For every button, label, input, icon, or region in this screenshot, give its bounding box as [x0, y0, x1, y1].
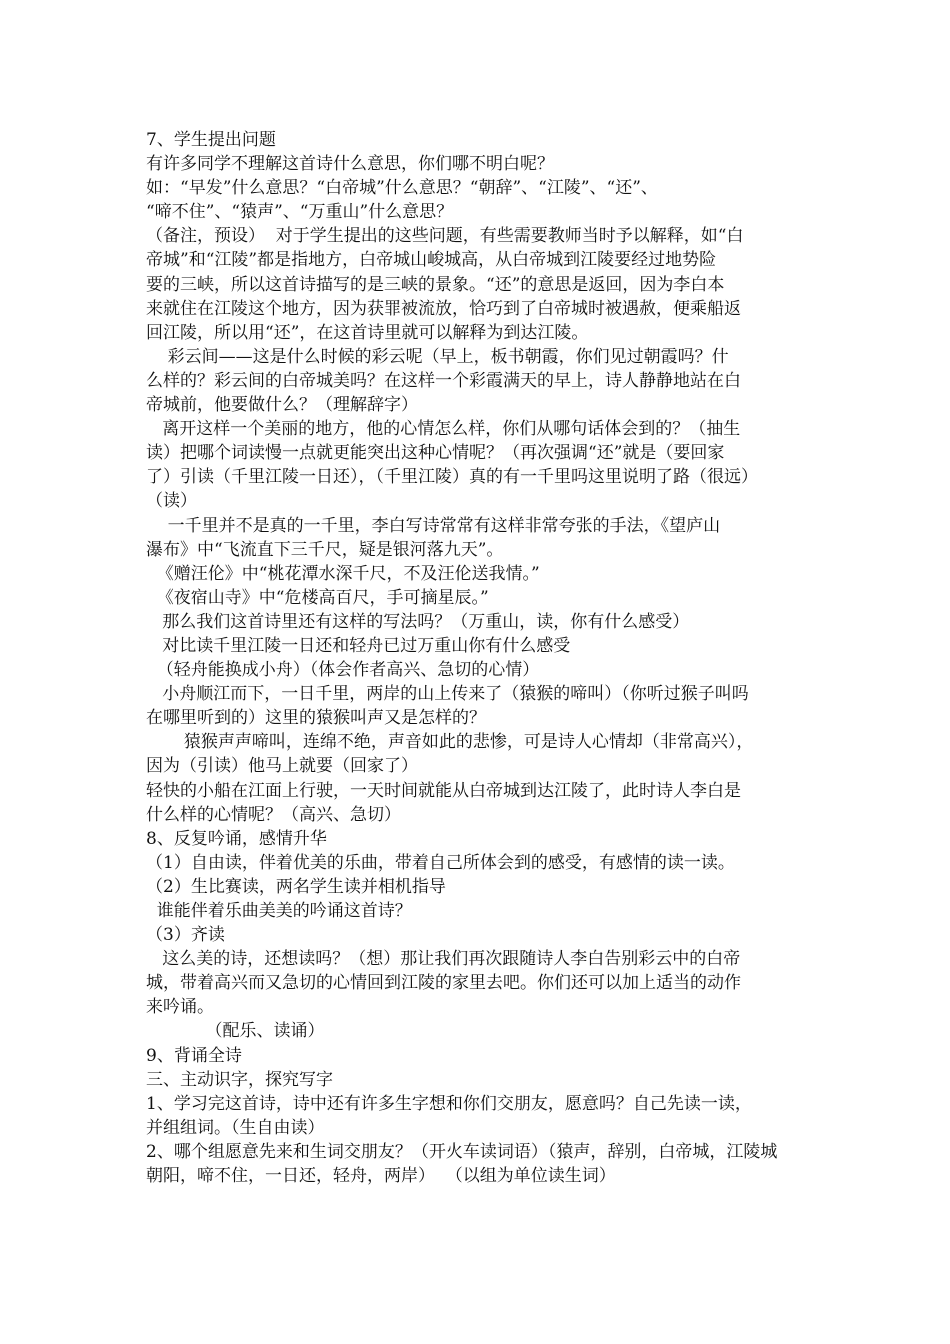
text-line: （读）	[146, 491, 197, 512]
text-line: 7、学生提出问题	[146, 130, 276, 150]
text-line: （配乐、读诵）	[146, 1021, 325, 1042]
text-line: “啼不住”、“猿声”、“万重山”什么意思？	[146, 202, 454, 223]
text-line: 读）把哪个词读慢一点就更能突出这种心情呢？（再次强调“还”就是（要回家	[146, 443, 725, 464]
text-line: 什么样的心情呢？（高兴、急切）	[146, 804, 401, 825]
text-line: 了）引读（千里江陵一日还），（千里江陵）真的有一千里吗这里说明了路（很远）	[146, 467, 758, 488]
text-line: 小舟顺江而下，一日千里，两岸的山上传来了（猿猴的啼叫）（你听过猴子叫吗	[146, 684, 749, 705]
text-line: 猿猴声声啼叫，连绵不绝，声音如此的悲惨，可是诗人心情却（非常高兴），	[146, 732, 754, 753]
text-line: 《夜宿山寺》中“危楼高百尺，手可摘星辰。”	[146, 587, 489, 608]
text-line: （3）齐读	[146, 925, 225, 946]
text-line: （备注，预设） 对于学生提出的这些问题，有些需要教师当时予以解释，如“白	[146, 226, 744, 247]
text-line: 彩云间——这是什么时候的彩云呢（早上，板书朝霞，你们见过朝霞吗？什	[146, 346, 729, 367]
text-line: 一千里并不是真的一千里，李白写诗常常有这样非常夸张的手法，《望庐山	[146, 515, 721, 536]
text-line: （1）自由读，伴着优美的乐曲，带着自己所体会到的感受，有感情的读一读。	[146, 852, 735, 873]
document-body	[146, 128, 816, 1188]
text-line: 并组组词。（生自由读）	[146, 1117, 325, 1138]
text-line: 《赠汪伦》中“桃花潭水深千尺，不及汪伦送我情。”	[146, 563, 540, 584]
text-line: （轻舟能换成小舟）（体会作者高兴、急切的心情）	[146, 660, 540, 681]
text-line: 对比读千里江陵一日还和轻舟已过万重山你有什么感受	[146, 635, 571, 656]
text-line: 那么我们这首诗里还有这样的写法吗？（万重山，读，你有什么感受）	[146, 611, 690, 632]
text-line: 离开这样一个美丽的地方，他的心情怎么样，你们从哪句话体会到的？（抽生	[146, 419, 741, 440]
text-line: 2、哪个组愿意先来和生词交朋友？（开火车读词语）（猿声，辞别，白帝城，江陵城	[146, 1141, 778, 1162]
text-line: 9、背诵全诗	[146, 1045, 242, 1066]
text-line: 因为（引读）他马上就要（回家了）	[146, 756, 418, 777]
text-line: 如：“早发”什么意思？“白帝城”什么意思？“朝辞”、“江陵”、“还”、	[146, 178, 658, 199]
text-line: 帝城前，他要做什么？（理解辞字）	[146, 395, 418, 416]
text-line: 有许多同学不理解这首诗什么意思，你们哪不明白呢？	[146, 154, 554, 175]
text-line: 朝阳，啼不住，一日还，轻舟，两岸） （以组为单位读生词）	[146, 1166, 616, 1187]
text-line: 来吟诵。	[146, 997, 214, 1018]
text-line: 帝城”和“江陵”都是指地方，白帝城山峻城高，从白帝城到江陵要经过地势险	[146, 250, 717, 271]
text-line: 轻快的小船在江面上行驶，一天时间就能从白帝城到达江陵了，此时诗人李白是	[146, 780, 741, 801]
text-line: 城，带着高兴而又急切的心情回到江陵的家里去吧。你们还可以加上适当的动作	[146, 973, 741, 994]
text-line: 三、主动识字，探究写字	[146, 1069, 333, 1090]
text-line: 瀑布》中“飞流直下三千尺，疑是银河落九天”。	[146, 539, 504, 560]
text-line: 在哪里听到的）这里的猿猴叫声又是怎样的？	[146, 708, 486, 729]
text-line: 谁能伴着乐曲美美的吟诵这首诗？	[146, 901, 412, 921]
text-line: 8、反复吟诵，感情升华	[146, 828, 327, 849]
text-line: 来就住在江陵这个地方，因为获罪被流放，恰巧到了白帝城时被遇赦，便乘船返	[146, 298, 741, 319]
text-line: 1、学习完这首诗，诗中还有许多生字想和你们交朋友，愿意吗？自己先读一读，	[146, 1093, 752, 1114]
text-line: （2）生比赛读，两名学生读并相机指导	[146, 876, 446, 897]
text-line: 么样的？彩云间的白帝城美吗？在这样一个彩霞满天的早上，诗人静静地站在白	[146, 370, 741, 391]
text-line: 回江陵，所以用“还”，在这首诗里就可以解释为到达江陵。	[146, 322, 589, 343]
text-line: 要的三峡，所以这首诗描写的是三峡的景象。“还”的意思是返回，因为李白本	[146, 274, 725, 295]
text-line: 这么美的诗，还想读吗？（想）那让我们再次跟随诗人李白告别彩云中的白帝	[146, 949, 741, 970]
